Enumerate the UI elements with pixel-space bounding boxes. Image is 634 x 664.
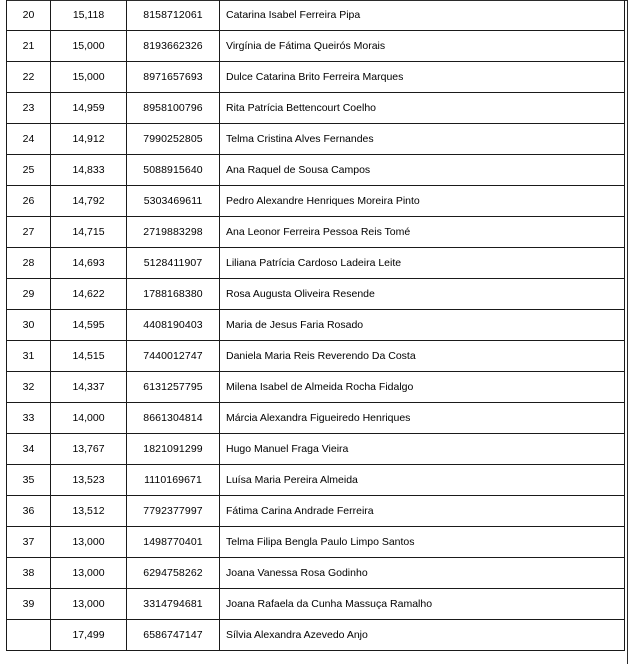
cell-id: 6294758262 xyxy=(127,558,220,589)
table-row xyxy=(7,31,625,62)
cell-amount: 15,118 xyxy=(51,0,127,31)
cell-rank: 21 xyxy=(7,31,51,62)
table-row xyxy=(7,372,625,403)
cell-rank: 36 xyxy=(7,496,51,527)
cell-amount: 14,792 xyxy=(51,186,127,217)
cell-id: 5088915640 xyxy=(127,155,220,186)
cell-amount: 14,959 xyxy=(51,93,127,124)
table-row xyxy=(7,589,625,620)
cell-name: Hugo Manuel Fraga Vieira xyxy=(220,434,625,465)
cell-id: 3314794681 xyxy=(127,589,220,620)
cell-id: 7440012747 xyxy=(127,341,220,372)
table-row xyxy=(7,62,625,93)
cell-id: 5303469611 xyxy=(127,186,220,217)
cell-name: Virgínia de Fátima Queirós Morais xyxy=(220,31,625,62)
cell-name: Ana Raquel de Sousa Campos xyxy=(220,155,625,186)
cell-rank: 30 xyxy=(7,310,51,341)
cell-amount: 14,693 xyxy=(51,248,127,279)
cell-id: 1498770401 xyxy=(127,527,220,558)
cell-name: Sílvia Alexandra Azevedo Anjo xyxy=(220,620,625,651)
cell-id: 8958100796 xyxy=(127,93,220,124)
cell-amount: 14,912 xyxy=(51,124,127,155)
table-row xyxy=(7,620,625,651)
cell-amount: 13,512 xyxy=(51,496,127,527)
table-row xyxy=(7,93,625,124)
cell-rank: 31 xyxy=(7,341,51,372)
cell-rank: 38 xyxy=(7,558,51,589)
cell-id: 8971657693 xyxy=(127,62,220,93)
cell-rank: 25 xyxy=(7,155,51,186)
cell-name: Joana Rafaela da Cunha Massuça Ramalho xyxy=(220,589,625,620)
table-row xyxy=(7,403,625,434)
cell-rank: 26 xyxy=(7,186,51,217)
table-row xyxy=(7,186,625,217)
cell-amount: 17,499 xyxy=(51,620,127,651)
cell-amount: 13,767 xyxy=(51,434,127,465)
page-margin-area xyxy=(628,0,634,664)
cell-amount: 15,000 xyxy=(51,31,127,62)
table-row xyxy=(7,0,625,31)
table-row xyxy=(7,527,625,558)
cell-amount: 13,000 xyxy=(51,527,127,558)
cell-rank: 29 xyxy=(7,279,51,310)
cell-name: Rosa Augusta Oliveira Resende xyxy=(220,279,625,310)
cell-name: Telma Cristina Alves Fernandes xyxy=(220,124,625,155)
cell-rank: 23 xyxy=(7,93,51,124)
cell-rank: 20 xyxy=(7,0,51,31)
cell-id: 1821091299 xyxy=(127,434,220,465)
cell-rank: 34 xyxy=(7,434,51,465)
table-row xyxy=(7,434,625,465)
cell-id: 2719883298 xyxy=(127,217,220,248)
cell-rank: 35 xyxy=(7,465,51,496)
table-row xyxy=(7,558,625,589)
cell-rank xyxy=(7,620,51,651)
table-row xyxy=(7,465,625,496)
cell-rank: 33 xyxy=(7,403,51,434)
cell-rank: 22 xyxy=(7,62,51,93)
cell-rank: 27 xyxy=(7,217,51,248)
cell-id: 1110169671 xyxy=(127,465,220,496)
cell-name: Pedro Alexandre Henriques Moreira Pinto xyxy=(220,186,625,217)
cell-name: Rita Patrícia Bettencourt Coelho xyxy=(220,93,625,124)
cell-name: Fátima Carina Andrade Ferreira xyxy=(220,496,625,527)
cell-rank: 28 xyxy=(7,248,51,279)
table-row xyxy=(7,155,625,186)
cell-amount: 13,523 xyxy=(51,465,127,496)
cell-id: 8661304814 xyxy=(127,403,220,434)
table-row xyxy=(7,217,625,248)
table-body xyxy=(7,0,625,651)
cell-id: 4408190403 xyxy=(127,310,220,341)
cell-name: Milena Isabel de Almeida Rocha Fidalgo xyxy=(220,372,625,403)
table-row xyxy=(7,279,625,310)
cell-id: 6131257795 xyxy=(127,372,220,403)
table-row xyxy=(7,124,625,155)
cell-rank: 24 xyxy=(7,124,51,155)
cell-id: 8158712061 xyxy=(127,0,220,31)
cell-name: Telma Filipa Bengla Paulo Limpo Santos xyxy=(220,527,625,558)
cell-id: 5128411907 xyxy=(127,248,220,279)
table-row xyxy=(7,248,625,279)
cell-name: Márcia Alexandra Figueiredo Henriques xyxy=(220,403,625,434)
cell-amount: 14,622 xyxy=(51,279,127,310)
cell-amount: 14,715 xyxy=(51,217,127,248)
cell-amount: 14,000 xyxy=(51,403,127,434)
cell-id: 1788168380 xyxy=(127,279,220,310)
table-row xyxy=(7,496,625,527)
cell-name: Catarina Isabel Ferreira Pipa xyxy=(220,0,625,31)
cell-amount: 14,337 xyxy=(51,372,127,403)
cell-amount: 14,833 xyxy=(51,155,127,186)
table-row xyxy=(7,341,625,372)
cell-amount: 13,000 xyxy=(51,589,127,620)
cell-name: Dulce Catarina Brito Ferreira Marques xyxy=(220,62,625,93)
cell-amount: 14,515 xyxy=(51,341,127,372)
cell-rank: 37 xyxy=(7,527,51,558)
cell-id: 6586747147 xyxy=(127,620,220,651)
cell-id: 7792377997 xyxy=(127,496,220,527)
cell-name: Daniela Maria Reis Reverendo Da Costa xyxy=(220,341,625,372)
data-table xyxy=(6,0,625,651)
cell-rank: 32 xyxy=(7,372,51,403)
cell-amount: 14,595 xyxy=(51,310,127,341)
cell-amount: 13,000 xyxy=(51,558,127,589)
cell-rank: 39 xyxy=(7,589,51,620)
cell-name: Liliana Patrícia Cardoso Ladeira Leite xyxy=(220,248,625,279)
cell-amount: 15,000 xyxy=(51,62,127,93)
cell-id: 8193662326 xyxy=(127,31,220,62)
cell-name: Maria de Jesus Faria Rosado xyxy=(220,310,625,341)
cell-name: Ana Leonor Ferreira Pessoa Reis Tomé xyxy=(220,217,625,248)
cell-id: 7990252805 xyxy=(127,124,220,155)
table-row xyxy=(7,310,625,341)
cell-name: Luísa Maria Pereira Almeida xyxy=(220,465,625,496)
cell-name: Joana Vanessa Rosa Godinho xyxy=(220,558,625,589)
